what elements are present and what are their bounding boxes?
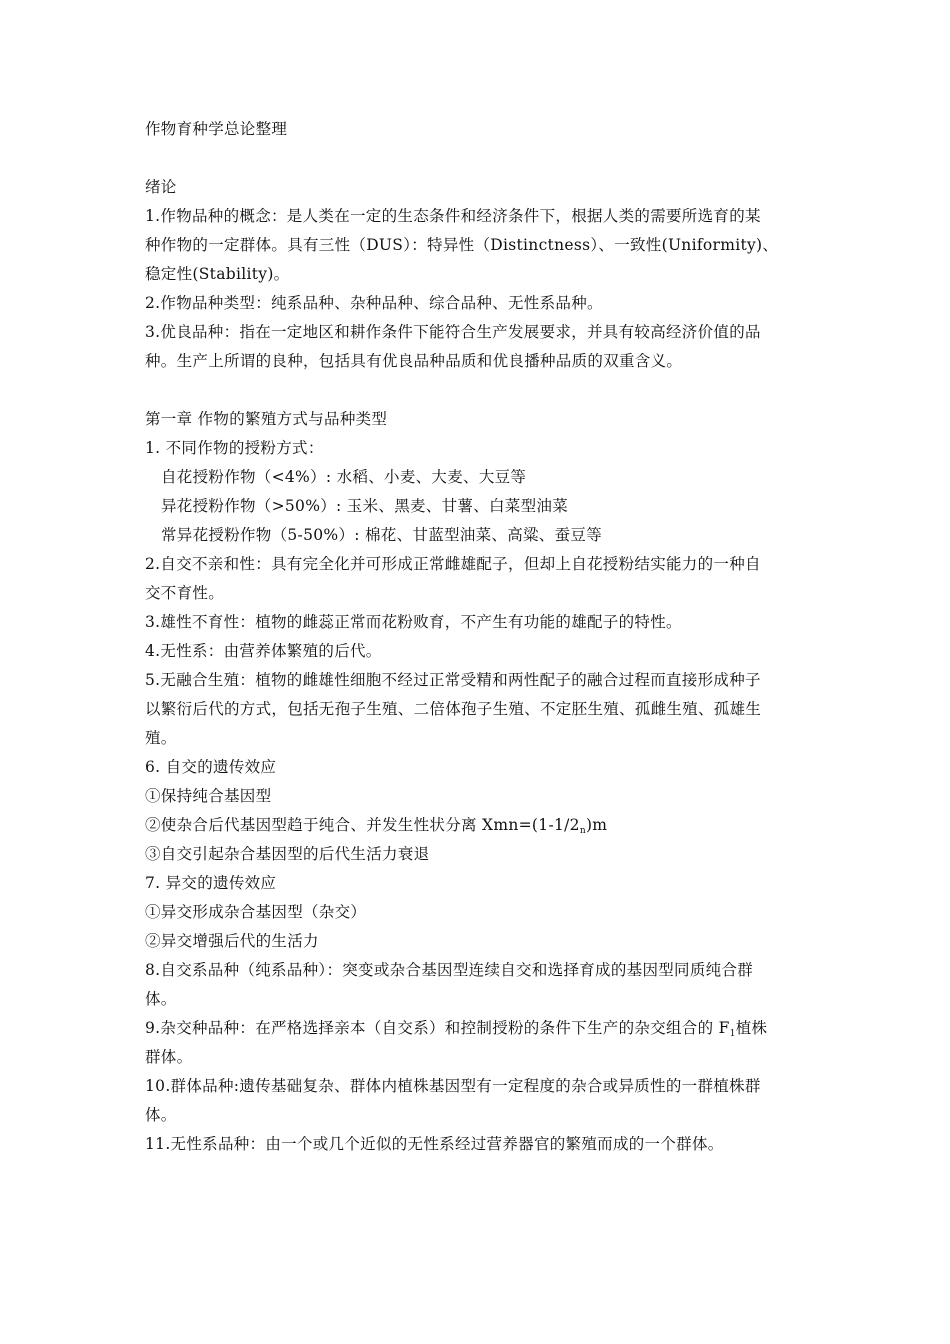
formula-subscript: n — [579, 826, 586, 836]
chapter1-line: 8.自交系品种（纯系品种）：突变或杂合基因型连续自交和选择育成的基因型同质纯合群 — [145, 961, 754, 979]
intro-heading: 绪论 — [145, 178, 177, 196]
chapter1-line: 殖。 — [145, 729, 177, 747]
chapter1-line: ③自交引起杂合基因型的后代生活力衰退 — [145, 845, 430, 863]
document-page — [145, 115, 805, 1159]
intro-line: 种。生产上所谓的良种，包括具有优良品种品质和优良播种品质的双重含义。 — [145, 352, 683, 370]
chapter1-line: 6. 自交的遗传效应 — [145, 758, 277, 776]
chapter1-line: 11.无性系品种：由一个或几个近似的无性系经过营养器官的繁殖而成的一个群体。 — [145, 1135, 724, 1153]
blank-line — [145, 376, 805, 405]
chapter1-line: 体。 — [145, 1106, 177, 1124]
intro-line: 3.优良品种：指在一定地区和耕作条件下能符合生产发展要求，并具有较高经济价值的品 — [145, 323, 761, 341]
chapter1-line: 1. 不同作物的授粉方式： — [145, 439, 324, 457]
formula-text-end: )m — [585, 816, 608, 834]
chapter1-heading: 第一章 作物的繁殖方式与品种类型 — [145, 410, 388, 428]
chapter1-formula-line — [145, 811, 805, 840]
chapter1-line: 10.群体品种:遗传基础复杂、群体内植株基因型有一定程度的杂合或异质性的一群植株群 — [145, 1077, 761, 1095]
chapter1-line: ②异交增强后代的生活力 — [145, 932, 319, 950]
chapter1-line: 常异花授粉作物（5-50%）: 棉花、甘蓝型油菜、高粱、蚕豆等 — [161, 526, 603, 544]
chapter1-line: 异花授粉作物（>50%）: 玉米、黑麦、甘薯、白菜型油菜 — [161, 497, 568, 515]
chapter1-line: 3.雄性不育性：植物的雌蕊正常而花粉败育，不产生有功能的雄配子的特性。 — [145, 613, 682, 631]
chapter1-line: 7. 异交的遗传效应 — [145, 874, 277, 892]
chapter1-line: 自花授粉作物（<4%）: 水稻、小麦、大麦、大豆等 — [161, 468, 527, 486]
f1-subscript: 1 — [729, 1029, 736, 1039]
intro-line: 2.作物品种类型：纯系品种、杂种品种、综合品种、无性系品种。 — [145, 294, 603, 312]
chapter1-line: 群体。 — [145, 1048, 193, 1066]
chapter1-line: 2.自交不亲和性：具有完全化并可形成正常雌雄配子，但却上自花授粉结实能力的一种自 — [145, 555, 761, 573]
formula-text: ②使杂合后代基因型趋于纯合、并发生性状分离 Xmn=(1-1/2 — [145, 816, 580, 834]
intro-line: 种作物的一定群体。具有三性（DUS）：特异性（Distinctness）、一致性(Uniformity)、 — [145, 236, 779, 254]
f1-text-end: 植株 — [735, 1019, 768, 1037]
chapter1-line: 交不育性。 — [145, 584, 225, 602]
intro-line: 1.作物品种的概念：是人类在一定的生态条件和经济条件下，根据人类的需要所选育的某 — [145, 207, 761, 225]
chapter1-line: ①保持纯合基因型 — [145, 787, 272, 805]
blank-line — [145, 144, 805, 173]
chapter1-line: 5.无融合生殖：植物的雌雄性细胞不经过正常受精和两性配子的融合过程而直接形成种子 — [145, 671, 761, 689]
document-title: 作物育种学总论整理 — [145, 120, 288, 138]
intro-line: 稳定性(Stability)。 — [145, 265, 290, 283]
chapter1-line: ①异交形成杂合基因型（杂交） — [145, 903, 367, 921]
chapter1-line: 体。 — [145, 990, 177, 1008]
f1-text: 9.杂交种品种：在严格选择亲本（自交系）和控制授粉的条件下生产的杂交组合的 F — [145, 1019, 730, 1037]
chapter1-line: 以繁衍后代的方式，包括无孢子生殖、二倍体孢子生殖、不定胚生殖、孤雌生殖、孤雄生 — [145, 700, 762, 718]
chapter1-line: 4.无性系：由营养体繁殖的后代。 — [145, 642, 382, 660]
chapter1-f1-line — [145, 1014, 805, 1043]
